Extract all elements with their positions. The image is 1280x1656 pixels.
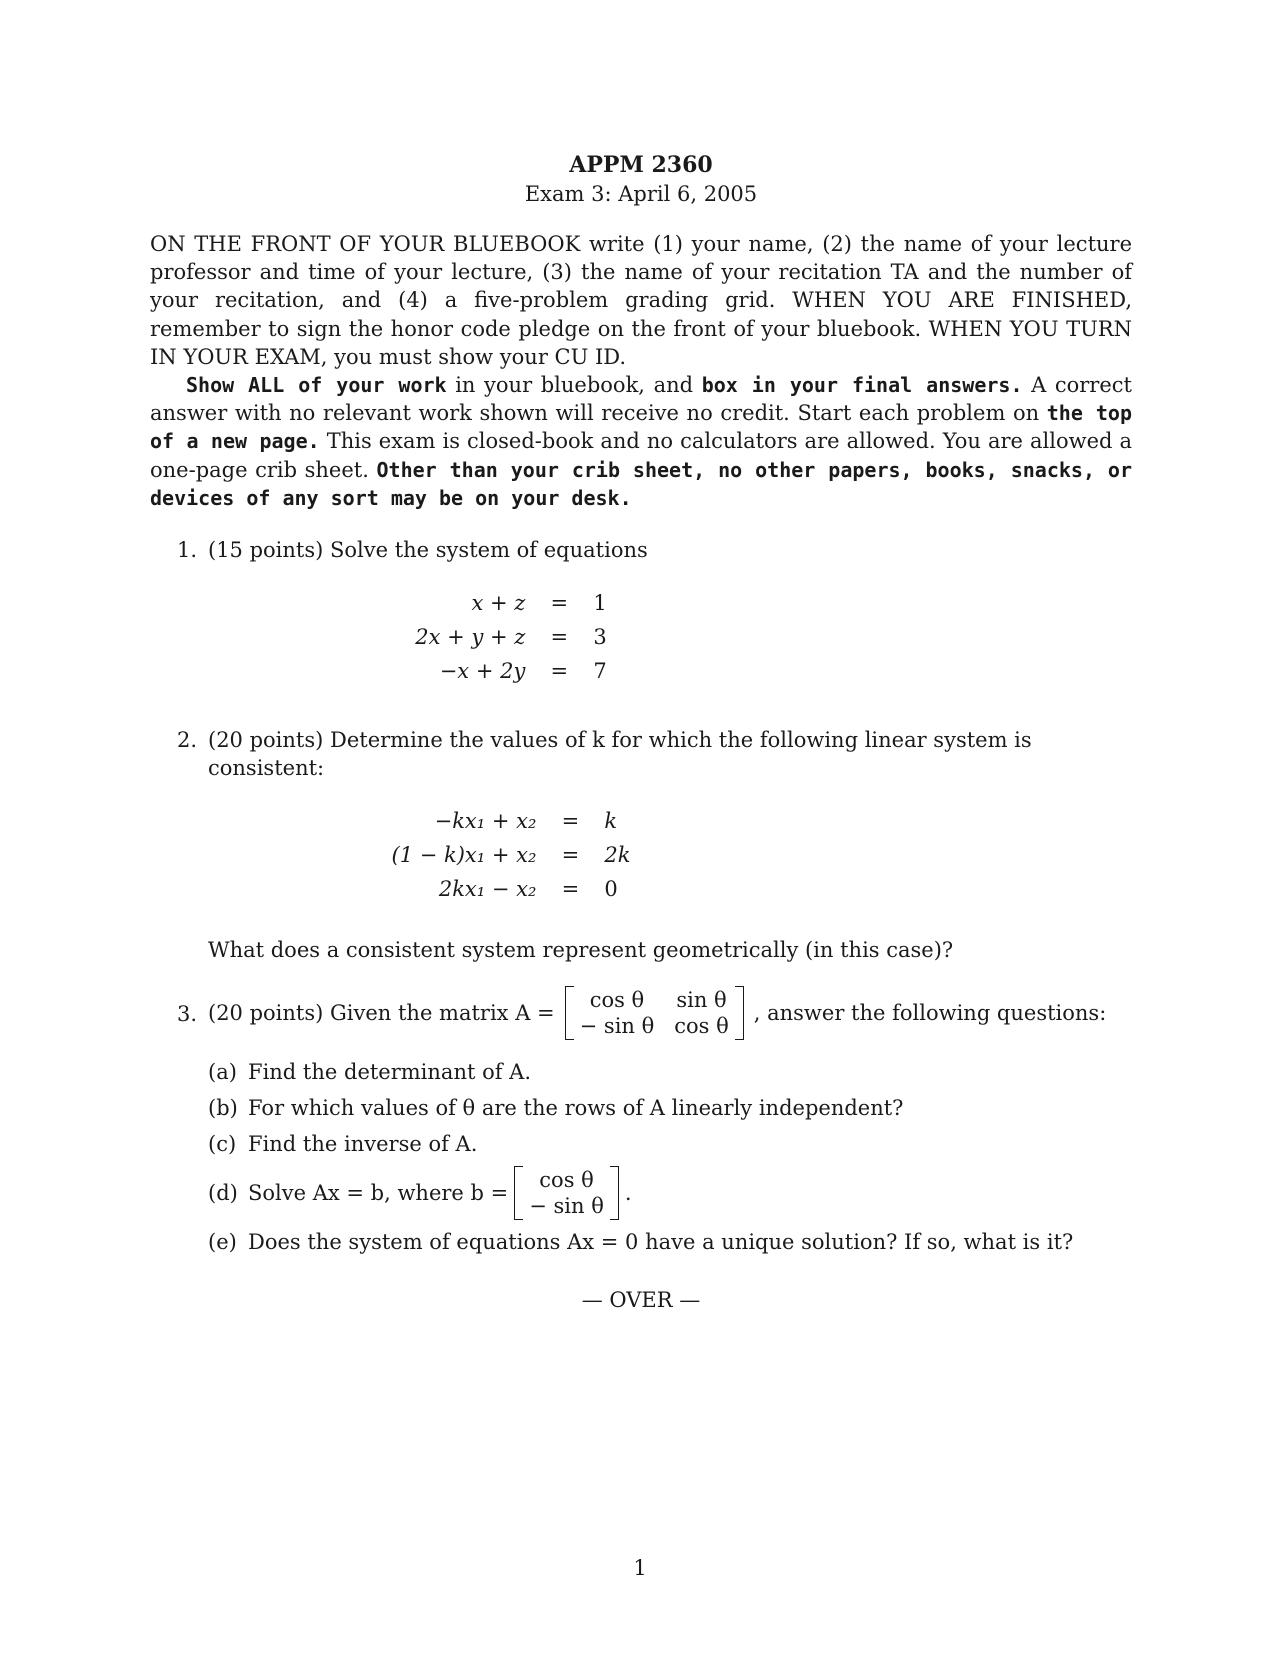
matrix-entry: − sin θ [579, 1014, 655, 1039]
vector-entry: − sin θ [529, 1194, 604, 1219]
equation-rhs: 0 [604, 877, 618, 902]
part-text: For which values of θ are the rows of A linearly independent? [248, 1096, 904, 1121]
problem-1-text: (15 points) Solve the system of equations [208, 538, 648, 563]
part-text-before: Solve Ax = b, where b = [248, 1181, 509, 1206]
equation-row [415, 620, 606, 654]
left-bracket [565, 986, 574, 1040]
right-bracket [735, 986, 744, 1040]
equation-row [415, 654, 606, 688]
problem-1-number: 1. [177, 538, 198, 563]
instr-desk-rule: Other than your crib sheet, no other papers, books, snacks, or devices of any sort may be on your desk. [150, 457, 1133, 510]
equation-lhs: 2kx₁ − x₂ [438, 877, 537, 902]
equation-rhs: 7 [593, 659, 607, 684]
part-a [208, 1058, 1132, 1086]
part-label: (b) [208, 1096, 238, 1121]
equation-lhs: x + z [471, 591, 526, 616]
instr-text-2: A correct answer with no relevant work shown will receive no credit. Start each problem on [150, 373, 1132, 426]
vector-b [514, 1166, 619, 1220]
part-d [208, 1166, 1132, 1220]
part-e [208, 1228, 1132, 1256]
equation-lhs: −kx₁ + x₂ [434, 809, 537, 834]
problem-3-text-before: (20 points) Given the matrix A = [208, 1001, 555, 1026]
instr-text-1: in your bluebook, and [446, 373, 702, 398]
problem-1 [150, 536, 1132, 564]
problem-2-text: (20 points) Determine the values of k for which the following linear system is consistent: [208, 728, 1032, 781]
equation-rhs: 1 [593, 591, 607, 616]
problem-1-system [415, 586, 606, 688]
part-label: (d) [208, 1181, 238, 1206]
part-text: Find the determinant of A. [248, 1060, 532, 1085]
over-marker: — OVER — [581, 1288, 701, 1313]
matrix-entries [574, 987, 735, 1039]
problem-3-statement [208, 986, 1132, 1040]
work-instructions [150, 371, 1132, 512]
course-title: APPM 2360 [569, 152, 713, 178]
exam-page [150, 150, 1132, 1314]
instr-new-page: the top of a new page. [150, 401, 1132, 454]
problem-3-parts [150, 1058, 1132, 1256]
part-text-after: . [624, 1181, 632, 1206]
equation-row [392, 804, 631, 838]
equation-lhs: 2x + y + z [415, 625, 526, 650]
part-b [208, 1094, 1132, 1122]
problem-2-followup: What does a consistent system represent geometrically (in this case)? [208, 938, 954, 963]
part-text: Find the inverse of A. [248, 1132, 478, 1157]
part-label: (c) [208, 1132, 237, 1157]
equation-rhs: 3 [593, 625, 607, 650]
matrix-a [565, 986, 744, 1040]
equation-row [392, 838, 631, 872]
problem-2-system [392, 804, 631, 906]
right-bracket [610, 1166, 619, 1220]
equation-row [392, 872, 631, 906]
part-label: (e) [208, 1230, 237, 1255]
equation-equals: = [550, 625, 569, 650]
equation-equals: = [561, 877, 580, 902]
matrix-entry: cos θ [589, 988, 645, 1013]
vector-entry: cos θ [539, 1168, 594, 1193]
equation-lhs: −x + 2y [439, 659, 526, 684]
problem-2 [150, 726, 1132, 782]
problem-3-number: 3. [177, 1002, 198, 1027]
problem-3-text-after: , answer the following questions: [753, 1001, 1107, 1026]
instr-text-3: This exam is closed-book and no calculators are allowed. You are allowed a one-page crib sheet. [150, 429, 1132, 482]
part-label: (a) [208, 1060, 237, 1085]
exam-date: Exam 3: April 6, 2005 [524, 182, 758, 206]
part-text: Does the system of equations Ax = 0 have a unique solution? If so, what is it? [248, 1230, 1074, 1255]
equation-rhs: k [604, 809, 618, 834]
page-number: 1 [633, 1556, 647, 1580]
instr-box-answers: box in your final answers. [701, 373, 1023, 398]
bluebook-instructions: ON THE FRONT OF YOUR BLUEBOOK write (1) your name, (2) the name of your lecture professor and time of your lecture, (3) the name of your recitation TA and the number of your recitation, and (4) a five-problem grading grid. WHEN YOU ARE FINISHED, remember to sign the honor code pledge on the front of your bluebook. WHEN YOU TURN IN YOUR EXAM, you must show your CU ID. [150, 232, 1132, 369]
problem-2-number: 2. [177, 728, 198, 753]
left-bracket [514, 1166, 523, 1220]
part-c [208, 1130, 1132, 1158]
matrix-entry: cos θ [674, 1014, 729, 1039]
equation-row [415, 586, 606, 620]
equation-equals: = [550, 591, 569, 616]
matrix-entry: sin θ [676, 988, 727, 1013]
equation-lhs: (1 − k)x₁ + x₂ [391, 843, 537, 868]
equation-equals: = [561, 843, 580, 868]
vector-entries [523, 1167, 610, 1219]
instr-show-all: Show ALL of your work [186, 373, 447, 398]
equation-equals: = [561, 809, 580, 834]
equation-equals: = [550, 659, 569, 684]
equation-rhs: 2k [604, 843, 631, 868]
problem-3 [150, 986, 1132, 1040]
